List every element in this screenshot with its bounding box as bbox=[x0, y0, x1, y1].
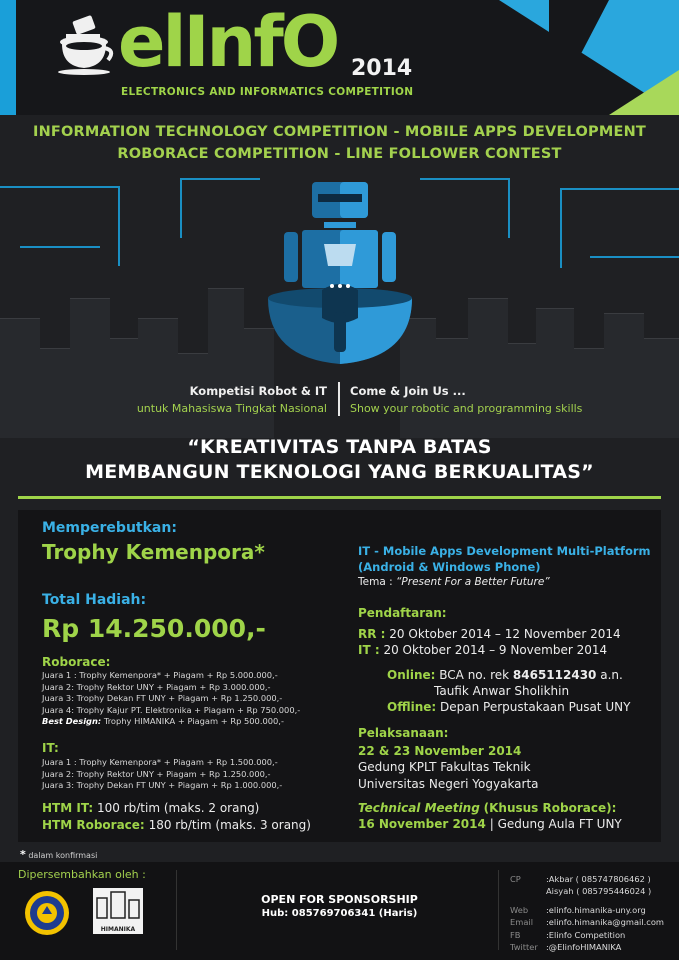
it-category-title: IT - Mobile Apps Development Multi-Platform bbox=[358, 544, 651, 558]
tm-separator: | bbox=[489, 817, 494, 831]
circuit-line bbox=[180, 178, 260, 238]
offline-label: Offline: bbox=[387, 700, 437, 714]
prize-item: Juara 3: Trophy Dekan FT UNY + Piagam + Rp 1.000.000,- bbox=[42, 780, 283, 791]
tm-date: 16 November 2014 bbox=[358, 817, 486, 831]
it-prize-label: IT: bbox=[42, 741, 59, 755]
events-line-2: ROBORACE COMPETITION - LINE FOLLOWER CONTEST bbox=[117, 146, 562, 162]
building bbox=[644, 338, 679, 438]
contest-label: Memperebutkan: bbox=[42, 520, 177, 536]
htm-it-label: HTM IT: bbox=[42, 801, 94, 815]
online-account-number: 8465112430 bbox=[512, 668, 597, 682]
quote-line-1: “KREATIVITAS TANPA BATAS bbox=[187, 436, 492, 458]
tema-value: “Present For a Better Future” bbox=[395, 576, 550, 588]
prize-item: Juara 4: Trophy Kajur PT. Elektronika + Piagam + Rp 750.000,- bbox=[42, 704, 301, 715]
rr-label: RR : bbox=[358, 627, 386, 641]
tagline-left-title: Kompetisi Robot & IT bbox=[189, 384, 327, 398]
prize-item: Juara 2: Trophy Rektor UNY + Piagam + Rp 3.000.000,- bbox=[42, 681, 271, 692]
roborace-prize-list bbox=[42, 670, 300, 728]
execution-place-1: Gedung KPLT Fakultas Teknik bbox=[358, 760, 531, 774]
building bbox=[138, 318, 178, 438]
prize-item: Juara 2: Trophy Rektor UNY + Piagam + Rp 1.250.000,- bbox=[42, 768, 271, 779]
building bbox=[536, 308, 574, 438]
tagline-left-subtitle: untuk Mahasiswa Tingkat Nasional bbox=[136, 402, 327, 415]
elinfo-logo: elInfO bbox=[118, 1, 338, 83]
online-account-name: Taufik Anwar Sholikhin bbox=[434, 684, 570, 698]
contact-row: Web :elinfo.himanika-uny.org bbox=[510, 904, 646, 915]
footnote-mark: * bbox=[20, 848, 26, 861]
tm-place: Gedung Aula FT UNY bbox=[497, 817, 622, 831]
it-reg-value: 20 Oktober 2014 – 9 November 2014 bbox=[383, 643, 608, 657]
contact-row: Twitter :@ElinfoHIMANIKA bbox=[510, 942, 622, 953]
building bbox=[70, 298, 110, 438]
htm-roborace-label: HTM Roborace: bbox=[42, 818, 145, 832]
best-design-value: Trophy HIMANIKA + Piagam + Rp 500.000,- bbox=[103, 716, 284, 727]
building bbox=[468, 298, 508, 438]
it-reg-label: IT : bbox=[358, 643, 380, 657]
prize-item-best-design bbox=[42, 716, 300, 728]
best-design-label: Best Design: bbox=[42, 716, 102, 727]
quote-line-2: MEMBANGUN TEKNOLOGI YANG BERKUALITAS” bbox=[85, 461, 594, 483]
footnote bbox=[20, 848, 97, 861]
tagline-right-subtitle: Show your robotic and programming skills bbox=[350, 402, 583, 415]
building bbox=[40, 348, 70, 438]
prize-item: Juara 1 : Trophy Kemenpora* + Piagam + Rp 1.500.000,- bbox=[42, 757, 278, 767]
execution-date: 22 & 23 November 2014 bbox=[358, 744, 522, 758]
trophy-title: Trophy Kemenpora* bbox=[42, 540, 265, 564]
contact-row: Email :elinfo.himanika@gmail.com bbox=[510, 917, 664, 928]
it-category-platform: (Android & Windows Phone) bbox=[358, 560, 541, 574]
tm-note: (Khusus Roborace): bbox=[483, 801, 617, 815]
execution-label: Pelaksanaan: bbox=[358, 726, 449, 740]
header-accent-green bbox=[609, 70, 679, 115]
building bbox=[604, 313, 644, 438]
htm-roborace-value: 180 rb/tim (maks. 3 orang) bbox=[148, 818, 311, 832]
tema bbox=[358, 576, 550, 588]
building bbox=[208, 288, 244, 438]
offline-value: Depan Perpustakaan Pusat UNY bbox=[440, 700, 631, 714]
presented-by-label: Dipersembahkan oleh : bbox=[18, 868, 146, 881]
registration-it bbox=[358, 643, 607, 657]
online-an: a.n. bbox=[600, 668, 623, 682]
logo-subtitle: ELECTRONICS AND INFORMATICS COMPETITION bbox=[121, 86, 414, 98]
rr-value: 20 Oktober 2014 – 12 November 2014 bbox=[389, 627, 621, 641]
mug-robot-icon bbox=[54, 14, 116, 76]
technical-meeting bbox=[358, 801, 616, 815]
sponsorship-contact: Hub: 085769706341 (Haris) bbox=[261, 908, 418, 919]
header-accent-dark bbox=[549, 0, 609, 115]
circuit-line bbox=[420, 178, 510, 238]
sponsorship-title: OPEN FOR SPONSORSHIP bbox=[261, 893, 418, 906]
contact-row: Aisyah ( 085795446024 ) bbox=[546, 886, 652, 897]
logo-year: 2014 bbox=[351, 56, 413, 81]
robot-mascot-icon bbox=[262, 178, 418, 378]
building bbox=[508, 343, 536, 438]
technical-meeting-detail bbox=[358, 817, 622, 831]
circuit-line bbox=[590, 218, 679, 258]
events-line-1: INFORMATION TECHNOLOGY COMPETITION - MOBILE APPS DEVELOPMENT bbox=[32, 124, 646, 140]
online-registration bbox=[387, 668, 623, 682]
online-label: Online: bbox=[387, 668, 436, 682]
htm-roborace bbox=[42, 818, 311, 832]
header-accent-left bbox=[0, 0, 16, 115]
total-prize-label: Total Hadiah: bbox=[42, 592, 147, 608]
online-bank: BCA no. rek bbox=[439, 668, 510, 682]
registration-label: Pendaftaran: bbox=[358, 606, 447, 620]
building bbox=[574, 348, 604, 438]
tema-label: Tema : bbox=[358, 576, 393, 588]
prize-item: Juara 1 : Trophy Kemenpora* + Piagam + Rp 5.000.000,- bbox=[42, 670, 278, 680]
htm-it-value: 100 rb/tim (maks. 2 orang) bbox=[96, 801, 260, 815]
himanika-logo-text: HIMANIKA bbox=[100, 926, 136, 933]
contact-list bbox=[510, 872, 664, 952]
roborace-label: Roborace: bbox=[42, 655, 111, 669]
htm-it bbox=[42, 801, 259, 815]
tagline-right-title: Come & Join Us ... bbox=[350, 384, 466, 398]
building bbox=[110, 338, 138, 438]
contact-row: CP :Akbar ( 085747806462 ) bbox=[510, 874, 651, 884]
registration-rr bbox=[358, 627, 621, 641]
circuit-line bbox=[20, 208, 100, 248]
footnote-text: dalam konfirmasi bbox=[28, 851, 98, 860]
tm-label: Technical Meeting bbox=[358, 801, 480, 815]
tagline-divider bbox=[338, 382, 340, 416]
execution-place-2: Universitas Negeri Yogyakarta bbox=[358, 777, 539, 791]
total-prize-amount: Rp 14.250.000,- bbox=[42, 614, 266, 643]
offline-registration bbox=[387, 700, 630, 714]
prize-item: Juara 3: Trophy Dekan FT UNY + Piagam + Rp 1.250.000,- bbox=[42, 693, 283, 704]
building bbox=[0, 318, 40, 438]
divider-rule bbox=[18, 496, 661, 499]
header-banner bbox=[0, 0, 679, 115]
contact-row: FB :Elinfo Competition bbox=[510, 929, 626, 940]
it-prize-list bbox=[42, 757, 282, 792]
